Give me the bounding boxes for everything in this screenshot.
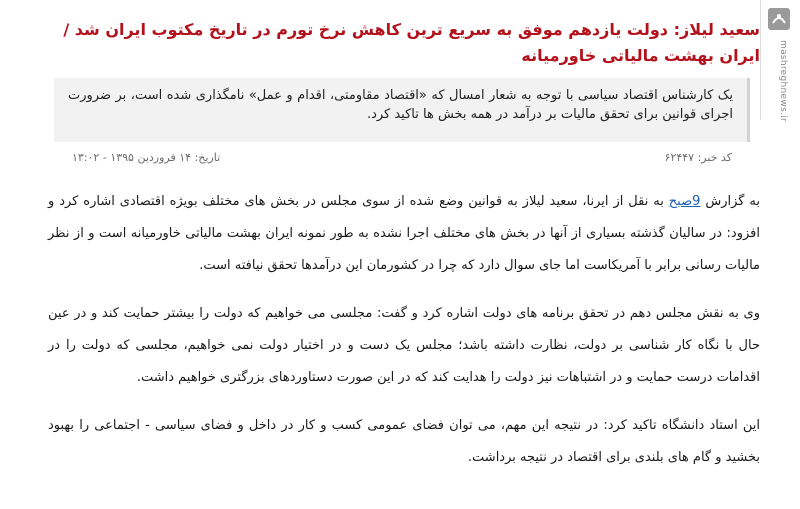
article-meta: [72, 151, 732, 169]
para1-prefix: به گزارش: [700, 194, 760, 209]
site-watermark: mashreghnews.ir: [778, 40, 788, 122]
paragraph-3: این استاد دانشگاه تاکید کرد: در نتیجه این مهم، می توان فضای عمومی کسب و کار در داخل و فضای سیاسی - اجتماعی را بهبود بخشید و گام های بلندی برای اقتصاد در نتیجه برداشت.: [48, 418, 760, 465]
article-title: سعید لیلاز: دولت یازدهم موفق به سریع ترین کاهش نرخ تورم در تاریخ مکتوب ایران شد / ایران بهشت مالیاتی خاورمیانه: [63, 19, 760, 65]
paragraph-1: [48, 186, 760, 282]
article-body: [48, 186, 760, 474]
source-link[interactable]: 9صبح: [668, 194, 701, 209]
mashregh-logo-icon: [768, 8, 790, 30]
para1-text: به نقل از ایرنا، سعید لیلاز به قوانین وضع شده از سوی مجلس در بخش های مختلف بویژه اقتصادی اشاره کرد و افزود: در سالیان گذشته بسیاری از آنها در بخش های مختلف اجرا نشده به طور نمونه ایران بهشت مالیاتی خاورمیانه است و از نظر مالیات رسانی برابر با آمریکاست اما جای سوال دارد که چرا در کشورمان این درآمدها تحقق نیافته است.: [48, 194, 760, 273]
news-id: کد خبر: ۶۲۴۴۷: [664, 151, 732, 164]
publish-date: تاریخ: ۱۴ فروردین ۱۳۹۵ - ۱۳:۰۲: [72, 151, 221, 164]
paragraph-2: وی به نقش مجلس دهم در تحقق برنامه های دولت اشاره کرد و گفت: مجلسی می خواهیم که دولت را بیشتر حمایت کند و در عین حال با نگاه کار شناسی بر دولت، نظارت داشته باشد؛ مجلس یک دست و در اختیار دولت نمی خواهیم، مجلسی که دولت را در اقدامات درست حمایت و در اشتباهات نیز دولت را هدایت کند که در این صورت دستاوردهای بزرگتری خواهیم داشت.: [48, 306, 760, 385]
article-summary: یک کارشناس اقتصاد سیاسی با توجه به شعار امسال که «اقتصاد مقاومتی، اقدام و عمل» نامگذاری شده است، بر ضرورت اجرای قوانین برای تحقق مالیات بر درآمد در همه بخش ها تاکید کرد.: [54, 78, 750, 142]
site-logo: [760, 0, 798, 120]
